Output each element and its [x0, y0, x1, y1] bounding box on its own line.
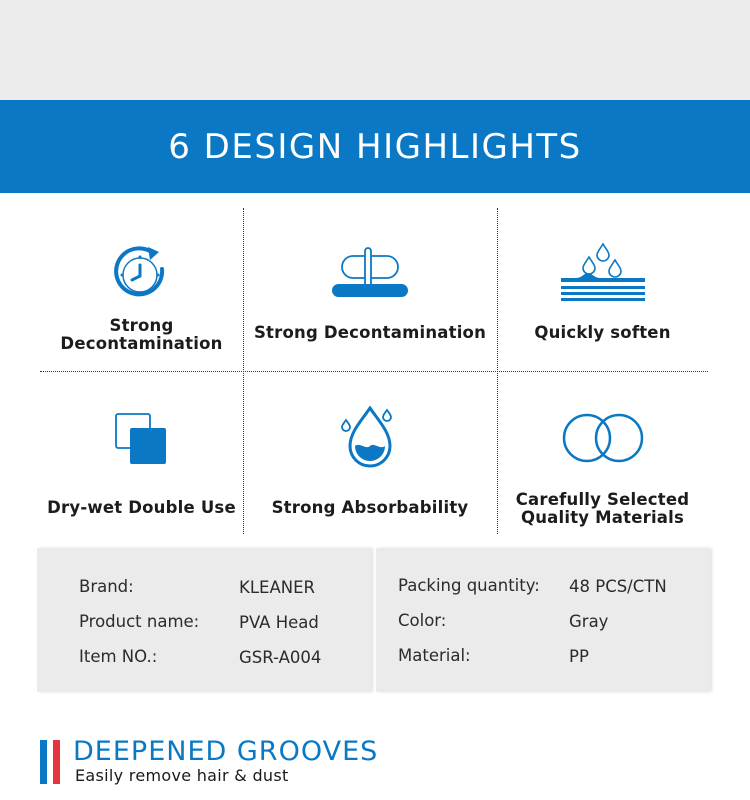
- section-subtitle: Easily remove hair & dust: [75, 766, 289, 785]
- overlapping-circles-icon: [558, 403, 648, 473]
- highlight-item: [497, 403, 708, 527]
- highlight-item: [243, 403, 497, 517]
- spec-key: Packing quantity:: [398, 576, 540, 595]
- spec-value: PP: [569, 647, 589, 666]
- grid-divider-horizontal: [40, 371, 708, 372]
- accent-bar-blue: [40, 740, 47, 784]
- highlight-label-line1: Strong Decontamination: [253, 323, 487, 342]
- highlights-banner: [0, 100, 750, 193]
- spec-key: Color:: [398, 611, 447, 630]
- highlight-label-line1: Carefully Selected: [515, 490, 690, 509]
- top-gray-band: [0, 0, 750, 100]
- spec-value: Gray: [569, 612, 609, 631]
- highlight-item: [243, 238, 497, 342]
- mop-head-icon: [325, 238, 415, 308]
- timer-icon: [97, 238, 187, 308]
- water-drop-icon: [325, 403, 415, 473]
- highlight-label-line1: Strong: [109, 316, 174, 335]
- highlight-label-line1: Dry-wet Double Use: [47, 498, 236, 517]
- spec-value: 48 PCS/CTN: [569, 577, 667, 596]
- spec-value: KLEANER: [239, 578, 315, 597]
- spec-key: Product name:: [79, 612, 200, 631]
- dual-square-icon: [97, 403, 187, 473]
- spec-key: Material:: [398, 646, 471, 665]
- banner-title: 6 DESIGN HIGHLIGHTS: [168, 126, 582, 167]
- highlight-item: [497, 238, 708, 342]
- spec-value: PVA Head: [239, 613, 319, 632]
- spec-key: Item NO.:: [79, 647, 158, 666]
- highlight-item: [40, 238, 243, 353]
- spec-key: Brand:: [79, 577, 134, 596]
- highlight-item: [40, 403, 243, 517]
- highlight-label-line1: Strong Absorbability: [271, 498, 469, 517]
- accent-bar-red: [53, 740, 60, 784]
- highlights-grid: [40, 208, 708, 534]
- spec-table-left: [37, 548, 371, 692]
- highlight-label-line1: Quickly soften: [534, 323, 671, 342]
- spec-table-right: [376, 548, 710, 692]
- highlight-label-line2: Quality Materials: [520, 508, 685, 527]
- highlight-label-line2: Decontamination: [60, 334, 223, 353]
- section-title: DEEPENED GROOVES: [73, 736, 379, 767]
- spec-value: GSR-A004: [239, 648, 322, 667]
- water-absorb-layers-icon: [558, 238, 648, 308]
